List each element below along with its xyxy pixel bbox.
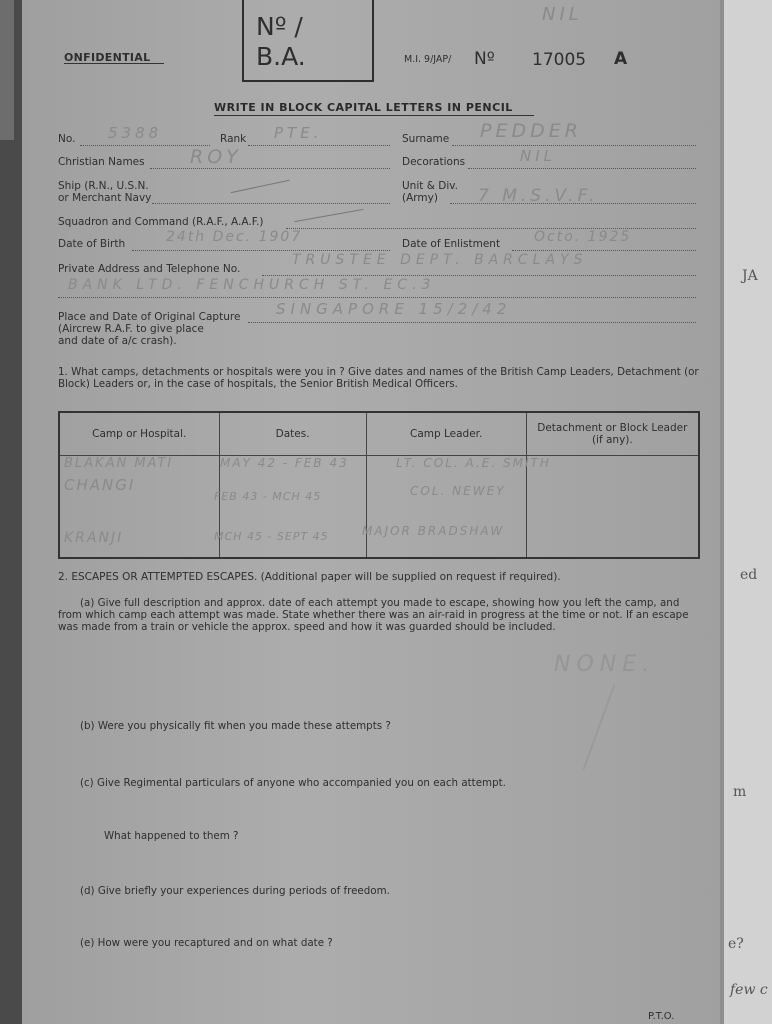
answer-a: NONE. <box>554 652 656 677</box>
margin-note-nil: NIL <box>542 4 583 25</box>
address-line-2 <box>58 297 696 298</box>
squadron-label: Squadron and Command (R.A.F., A.A.F.) <box>58 216 264 228</box>
capture-label-2: (Aircrew R.A.F. to give place <box>58 323 204 335</box>
number-label: Nº <box>474 49 495 69</box>
surname-label: Surname <box>402 133 450 145</box>
surname-value: PEDDER <box>480 120 582 142</box>
decorations-line <box>468 168 696 169</box>
ship-label: Ship (R.N., U.S.N. <box>58 180 149 192</box>
margin-note-m: m <box>733 784 747 800</box>
row3-camp: KRANJI <box>64 530 124 546</box>
row3-dates: MCH 45 - SEPT 45 <box>214 530 329 543</box>
margin-note-few: few c <box>730 982 768 998</box>
row2-camp: CHANGI <box>64 476 136 494</box>
christian-names-line <box>150 168 390 169</box>
confidential-underline <box>64 63 164 64</box>
confidential-label: ONFIDENTIAL <box>64 51 151 64</box>
no-label: No. <box>58 133 76 145</box>
header-detachment: Detachment or Block Leader (if any). <box>526 412 699 456</box>
surname-line <box>452 145 696 146</box>
ship-line <box>152 203 390 204</box>
answer-strike <box>583 684 616 769</box>
address-line <box>262 275 696 276</box>
question-c: (c) Give Regimental particulars of anyone who accompanied you on each attempt. <box>80 777 506 789</box>
row1-camp: BLAKAN MATI <box>64 456 174 471</box>
enlistment-line <box>512 250 696 251</box>
escapes-heading: 2. ESCAPES OR ATTEMPTED ESCAPES. (Additional paper will be supplied on request if required). <box>58 571 561 583</box>
row2-leader: COL. NEWEY <box>410 484 506 498</box>
header-camp: Camp or Hospital. <box>59 412 219 456</box>
question-b: (b) Were you physically fit when you made these attempts ? <box>80 720 391 732</box>
row1-dates: MAY 42 - FEB 43 <box>220 456 349 470</box>
form-title: WRITE IN BLOCK CAPITAL LETTERS IN PENCIL <box>214 101 513 114</box>
enlistment-label: Date of Enlistment <box>402 238 501 250</box>
unit-label: Unit & Div. <box>402 180 458 192</box>
row3-leader: MAJOR BRADSHAW <box>362 524 505 538</box>
squadron-dash <box>294 209 363 222</box>
binder-strip <box>0 0 14 140</box>
please-turn-over: P.T.O. <box>648 1011 675 1022</box>
unit-value: 7 M.S.V.F. <box>478 186 599 206</box>
capture-line <box>248 322 696 323</box>
no-value: 5388 <box>108 124 163 142</box>
dob-value: 24th Dec. 1907 <box>166 229 303 245</box>
address-value-1: TRUSTEE DEPT. BARCLAYS <box>292 252 588 268</box>
address-value-2: BANK LTD. FENCHURCH ST. EC.3 <box>68 277 436 293</box>
camps-question: 1. What camps, detachments or hospitals were you in ? Give dates and names of the British Camp Leaders, Detachment (or Block) Leaders or, in the case of hospitals, the Senior British Medical Officers. <box>58 366 699 390</box>
block-ba: B.A. <box>256 42 306 71</box>
serial-number: 17005 <box>532 50 587 70</box>
block-number: Nº / <box>256 12 303 41</box>
squadron-line <box>286 228 696 229</box>
rank-line <box>248 145 390 146</box>
capture-value: SINGAPORE 15/2/42 <box>276 300 512 318</box>
ship-dash <box>231 180 290 193</box>
dob-label: Date of Birth <box>58 238 126 250</box>
header-camp-leader: Camp Leader. <box>366 412 526 456</box>
form-page <box>22 0 720 1024</box>
header-dates: Dates. <box>219 412 366 456</box>
unit-label-2: (Army) <box>402 192 438 204</box>
dob-line <box>132 250 390 251</box>
margin-note-ed: ed <box>740 567 758 583</box>
ship-label-2: or Merchant Navy <box>58 192 152 204</box>
mi-reference: M.I. 9/JAP/ <box>404 54 452 65</box>
row2-dates: FEB 43 - MCH 45 <box>214 490 322 503</box>
christian-names-value: ROY <box>190 146 242 168</box>
underlying-sheet <box>718 0 772 1024</box>
rank-value: PTE. <box>274 124 323 142</box>
question-a: (a) Give full description and approx. date of each attempt you made to escape, showing how you left the camp, and from which camp each attempt was made. State whether there was an air-raid in progress at the time or not. If an escape was made from a train or vehicle the approx. speed and how it was guarded should be included. <box>58 597 689 633</box>
rank-label: Rank <box>220 133 247 145</box>
decorations-label: Decorations <box>402 156 466 168</box>
serial-suffix: A <box>614 49 628 69</box>
enlistment-value: Octo. 1925 <box>534 229 632 245</box>
capture-label: Place and Date of Original Capture <box>58 311 241 323</box>
christian-names-label: Christian Names <box>58 156 145 168</box>
address-label: Private Address and Telephone No. <box>58 263 241 275</box>
question-c-followup: What happened to them ? <box>104 830 239 842</box>
title-underline <box>214 115 534 116</box>
row1-leader: LT. COL. A.E. SMITH <box>396 456 551 470</box>
margin-note-ja: JA <box>742 268 758 284</box>
question-e: (e) How were you recaptured and on what date ? <box>80 937 333 949</box>
decorations-value: NIL <box>520 147 557 165</box>
margin-note-e: e? <box>728 936 744 952</box>
capture-label-3: and date of a/c crash). <box>58 335 177 347</box>
question-d: (d) Give briefly your experiences during periods of freedom. <box>80 885 390 897</box>
